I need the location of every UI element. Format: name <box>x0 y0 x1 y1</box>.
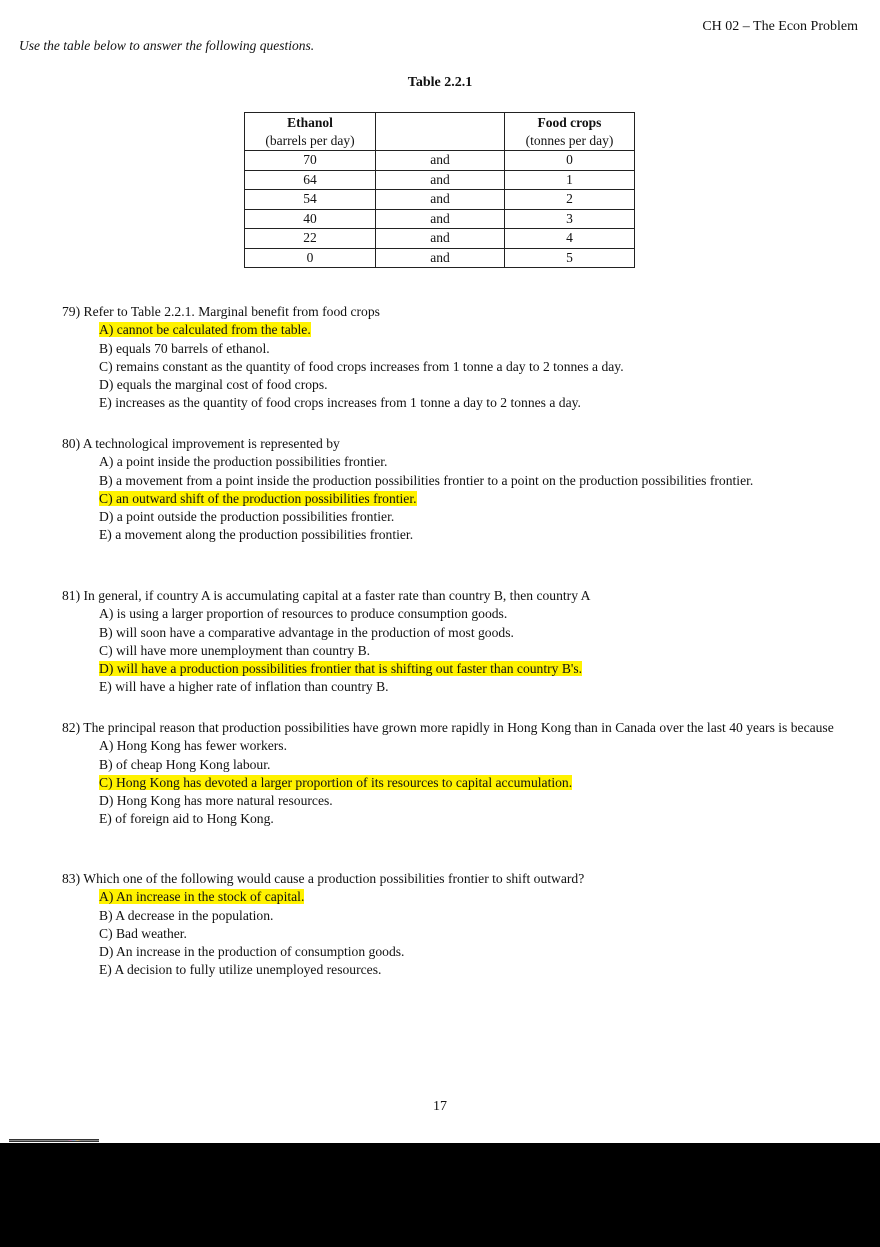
option-d: D) An increase in the production of consumption goods. <box>99 944 405 960</box>
option-a <box>99 888 584 906</box>
question-82 <box>62 719 842 829</box>
cell-food: 2 <box>505 190 635 210</box>
option-e: E) increases as the quantity of food crops increases from 1 tonne a day to 2 tonnes a day. <box>99 395 581 411</box>
option-a: A) is using a larger proportion of resources to produce consumption goods. <box>99 606 508 622</box>
answer-highlight: A) An increase in the stock of capital. <box>99 889 305 905</box>
answer-highlight: D) will have a production possibilities frontier that is shifting out faster than country B's. <box>99 661 583 677</box>
chapter-header: CH 02 – The Econ Problem <box>702 19 858 34</box>
option-d <box>99 660 590 678</box>
question-79 <box>62 303 624 413</box>
cell-and: and <box>376 209 505 229</box>
table-row <box>245 190 635 210</box>
option-c: C) remains constant as the quantity of food crops increases from 1 tonne a day to 2 tonnes a day. <box>99 358 624 374</box>
table-row <box>245 209 635 229</box>
option-d: D) equals the marginal cost of food crops. <box>99 377 328 393</box>
header-food-crops: Food crops (tonnes per day) <box>505 113 635 151</box>
cell-and: and <box>376 248 505 268</box>
option-e: E) of foreign aid to Hong Kong. <box>99 811 274 827</box>
cell-food: 5 <box>505 248 635 268</box>
option-c: C) will have more unemployment than country B. <box>99 642 371 658</box>
answer-highlight: A) cannot be calculated from the table. <box>99 322 311 338</box>
cell-ethanol: 64 <box>245 170 376 190</box>
cell-ethanol: 54 <box>245 190 376 210</box>
question-81 <box>62 587 590 697</box>
option-a: A) a point inside the production possibilities frontier. <box>99 454 388 470</box>
answer-highlight: C) Hong Kong has devoted a larger proportion of its resources to capital accumulation. <box>99 774 573 790</box>
cell-and: and <box>376 170 505 190</box>
option-b: B) A decrease in the population. <box>99 907 274 923</box>
cell-and: and <box>376 190 505 210</box>
option-a: A) Hong Kong has fewer workers. <box>99 738 287 754</box>
table-title: Table 2.2.1 <box>407 75 473 90</box>
option-b: B) equals 70 barrels of ethanol. <box>99 340 270 356</box>
table-row <box>245 248 635 268</box>
table-header-row <box>245 113 635 151</box>
table-row <box>245 229 635 249</box>
cell-and: and <box>376 151 505 171</box>
option-b: B) of cheap Hong Kong labour. <box>99 756 271 772</box>
option-e: E) will have a higher rate of inflation than country B. <box>99 679 389 695</box>
cell-ethanol: 22 <box>245 229 376 249</box>
question-stem: 80) A technological improvement is represented by <box>62 436 340 451</box>
cell-food: 3 <box>505 209 635 229</box>
answer-highlight: C) an outward shift of the production possibilities frontier. <box>99 490 417 506</box>
option-c <box>99 774 842 792</box>
table-row <box>245 170 635 190</box>
scan-artifact-bar <box>9 1139 99 1142</box>
cell-ethanol: 0 <box>245 248 376 268</box>
option-e: E) A decision to fully utilize unemployed resources. <box>99 962 382 978</box>
question-stem: 82) The principal reason that production possibilities have grown more rapidly in Hong Kong than in Canada over the last 40 years is because <box>62 720 834 735</box>
option-e: E) a movement along the production possibilities frontier. <box>99 527 414 543</box>
option-c: C) Bad weather. <box>99 925 187 941</box>
cell-ethanol: 70 <box>245 151 376 171</box>
option-c <box>99 490 799 508</box>
header-ethanol: Ethanol (barrels per day) <box>245 113 376 151</box>
ethanol-food-table <box>244 112 635 268</box>
page-number: 17 <box>433 1099 447 1114</box>
option-a <box>99 321 624 339</box>
header-blank <box>376 113 505 151</box>
question-stem: 81) In general, if country A is accumulating capital at a faster rate than country B, then country A <box>62 588 591 603</box>
cell-food: 1 <box>505 170 635 190</box>
cell-food: 0 <box>505 151 635 171</box>
question-80 <box>62 435 799 545</box>
cell-food: 4 <box>505 229 635 249</box>
table-row <box>245 151 635 171</box>
option-d: D) Hong Kong has more natural resources. <box>99 793 333 809</box>
question-83 <box>62 870 584 980</box>
option-b: B) a movement from a point inside the production possibilities frontier to a point on the production possibilities frontier. <box>99 472 754 488</box>
option-d: D) a point outside the production possibilities frontier. <box>99 509 395 525</box>
question-stem: 79) Refer to Table 2.2.1. Marginal benefit from food crops <box>62 304 380 319</box>
instruction-text: Use the table below to answer the following questions. <box>19 38 315 53</box>
cell-ethanol: 40 <box>245 209 376 229</box>
cell-and: and <box>376 229 505 249</box>
question-stem: 83) Which one of the following would cause a production possibilities frontier to shift outward? <box>62 871 585 886</box>
option-b: B) will soon have a comparative advantage in the production of most goods. <box>99 624 514 640</box>
